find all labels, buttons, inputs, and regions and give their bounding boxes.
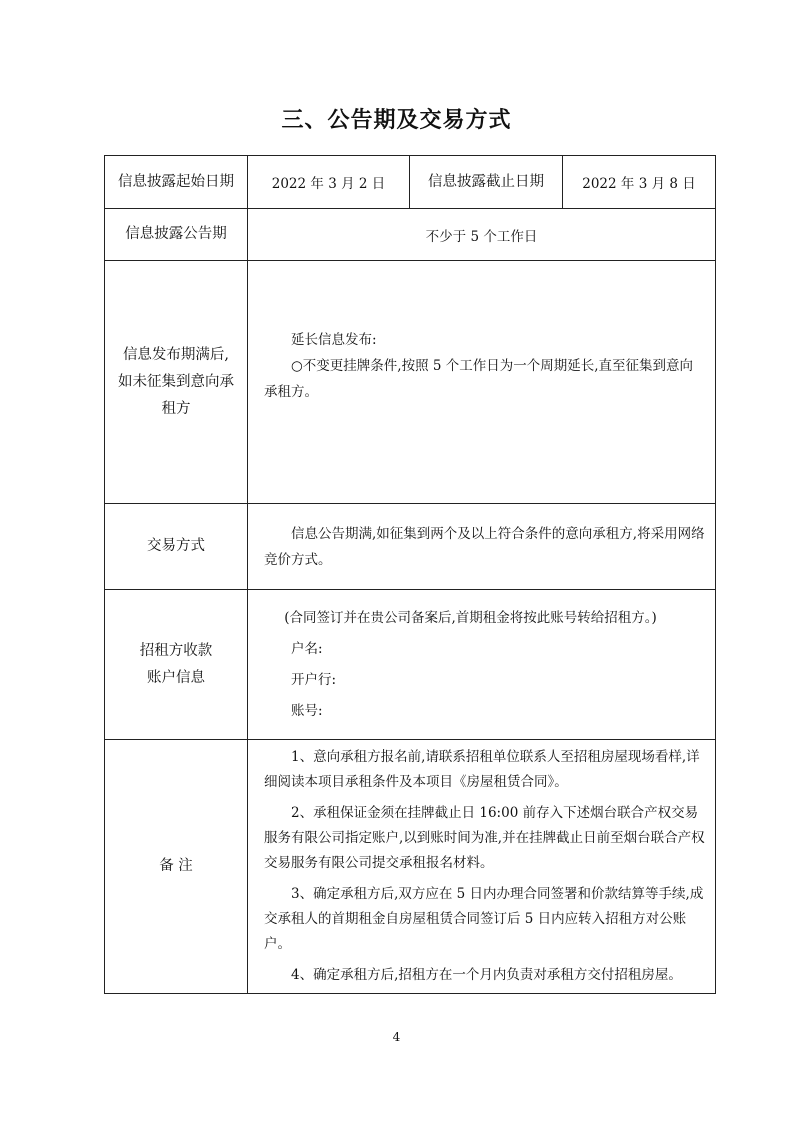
- no-bidder-label-line-2: 如未征集到意向承: [118, 373, 234, 390]
- remark-item-3: 3、确定承租方后,双方应在 5 日内办理合同签署和价款结算等手续,成交承租人的首期租金自房屋租赁合同签订后 5 日内应转入招租方对公账户。: [264, 886, 704, 952]
- account-info-content: [248, 590, 716, 740]
- start-date-value: 2022 年 3 月 2 日: [248, 156, 410, 209]
- announcement-table: [104, 155, 716, 994]
- account-info-label-line-1: 招租方收款: [139, 642, 213, 659]
- no-bidder-content: [248, 261, 716, 504]
- account-info-label-line-2: 账户信息: [147, 669, 205, 686]
- trade-method-content: [248, 504, 716, 590]
- account-note: (合同签订并在贵公司备案后,首期租金将按此账号转给招租方。): [284, 609, 657, 626]
- trade-method-label: 交易方式: [105, 504, 248, 590]
- bank-field: 开户行:: [291, 671, 337, 688]
- account-info-row: [105, 590, 716, 740]
- extension-heading: 延长信息发布:: [291, 332, 377, 348]
- trade-method-text: 信息公告期满,如征集到两个及以上符合条件的意向承租方,将采用网络竞价方式。: [264, 525, 705, 568]
- end-date-value: 2022 年 3 月 8 日: [563, 156, 716, 209]
- section-title: 三、公告期及交易方式: [281, 108, 512, 133]
- remarks-label: 备 注: [105, 740, 248, 994]
- announcement-period-value: 不少于 5 个工作日: [248, 209, 716, 261]
- start-date-label: 信息披露起始日期: [105, 156, 248, 209]
- end-date-label: 信息披露截止日期: [410, 156, 563, 209]
- no-bidder-label-line-1: 信息发布期满后,: [122, 346, 230, 363]
- page-number: 4: [392, 1030, 401, 1044]
- no-bidder-label: [105, 261, 248, 504]
- account-info-label: [105, 590, 248, 740]
- no-bidder-row: [105, 261, 716, 504]
- no-bidder-label-line-3: 租方: [161, 400, 191, 417]
- trade-method-row: [105, 504, 716, 590]
- remark-item-2: 2、承租保证金须在挂牌截止日 16:00 前存入下述烟台联合产权交易服务有限公司指定账户,以到账时间为准,并在挂牌截止日前至烟台联合产权交易服务有限公司提交承租报名材料。: [264, 805, 705, 871]
- remark-item-1: 1、意向承租方报名前,请联系招租单位联系人至招租房屋现场看样,详细阅读本项目承租条件及本项目《房屋租赁合同》。: [264, 749, 700, 790]
- extension-option: ○不变更挂牌条件,按照 5 个工作日为一个周期延长,直至征集到意向承租方。: [264, 358, 694, 400]
- remarks-content: [248, 740, 716, 994]
- account-name-field: 户名:: [291, 640, 323, 657]
- disclosure-dates-row: [105, 156, 716, 209]
- account-number-field: 账号:: [291, 702, 323, 719]
- announcement-period-row: [105, 209, 716, 261]
- remark-item-4: 4、确定承租方后,招租方在一个月内负责对承租方交付招租房屋。: [291, 967, 682, 983]
- remarks-row: [105, 740, 716, 994]
- announcement-period-label: 信息披露公告期: [105, 209, 248, 261]
